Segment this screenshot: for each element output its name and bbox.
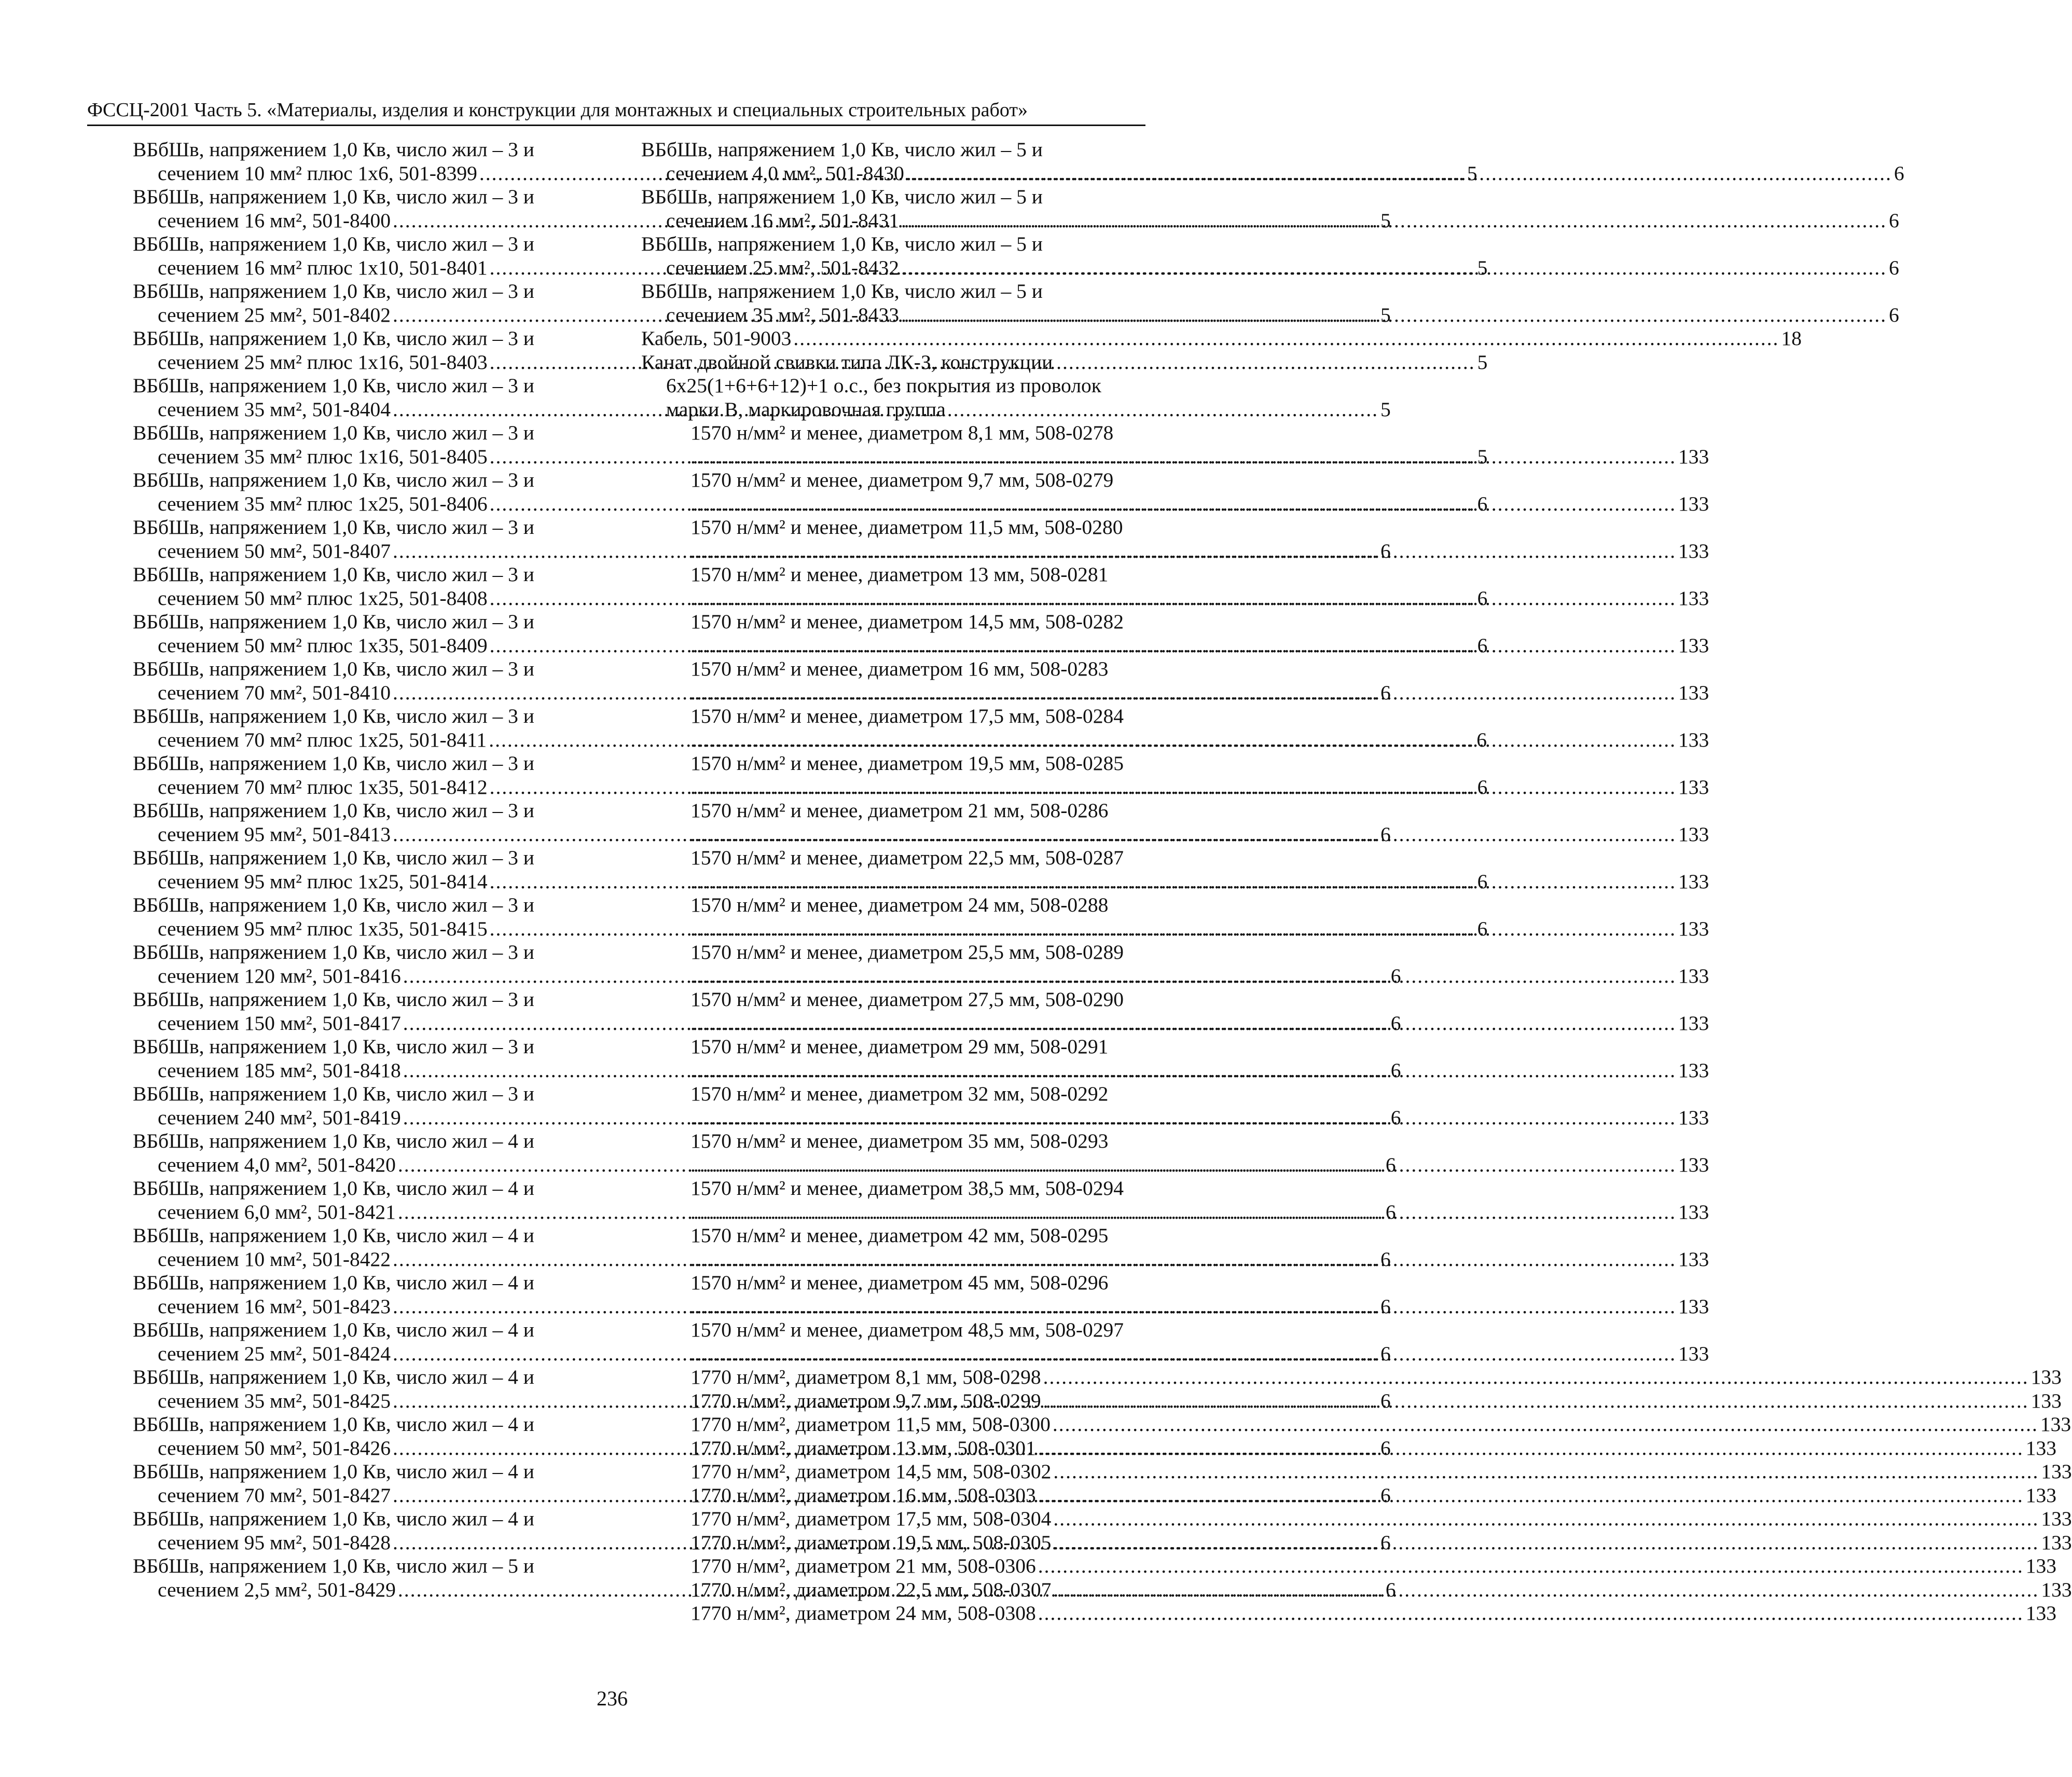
- page-ref: 5: [1477, 350, 1488, 374]
- page-ref: 6: [1477, 775, 1488, 798]
- kanat-subentry: [641, 1271, 1709, 1318]
- entry-page-line: [690, 964, 1709, 988]
- entry-text: сечением 95 мм² плюс 1х25, 501-8414: [158, 870, 488, 893]
- entry-heading-line: ВБбШв, напряжением 1,0 Кв, число жил – 3 и: [133, 469, 534, 491]
- entry-text: 1570 н/мм² и менее, диаметром 11,5 мм, 508-0280: [690, 516, 1123, 539]
- entry-detail-line: [133, 586, 1488, 611]
- page-ref: 5: [1477, 445, 1488, 468]
- leader-dots: [690, 445, 1676, 468]
- entry-heading-line-2: 6х25(1+6+6+12)+1 о.с., без покрытия из проволок: [666, 374, 1101, 397]
- entry-text: сечением 25 мм², 501-8402: [158, 303, 391, 326]
- entry-page-line: [690, 1011, 1709, 1036]
- entry-text: 1570 н/мм² и менее, диаметром 22,5 мм, 508-0287: [690, 846, 1124, 869]
- entry-text: 1570 н/мм² и менее, диаметром 24 мм, 508-0288: [690, 893, 1109, 916]
- leader-dots: [690, 917, 1676, 940]
- entry-heading-line: ВБбШв, напряжением 1,0 Кв, число жил – 3 и: [133, 941, 534, 963]
- leader-dots: [690, 1059, 1676, 1082]
- leader-dots: [906, 162, 1892, 186]
- entry-text: сечением 70 мм², 501-8410: [158, 681, 391, 704]
- page-ref: 6: [1380, 1247, 1391, 1271]
- index-entry: [641, 280, 1899, 327]
- page-ref: 133: [1678, 1058, 1709, 1082]
- entry-text: 1570 н/мм² и менее, диаметром 17,5 мм, 508-0284: [690, 705, 1124, 727]
- entry-heading-line: ВБбШв, напряжением 1,0 Кв, число жил – 5 и: [641, 138, 1043, 161]
- leader-dots: [690, 1342, 1676, 1365]
- page-ref: 6: [1380, 539, 1391, 562]
- leader-dots: [690, 1295, 1676, 1318]
- entry-detail-line: [133, 917, 1488, 941]
- entry-heading-line: ВБбШв, напряжением 1,0 Кв, число жил – 5 и: [641, 185, 1043, 208]
- page-ref: 133: [2030, 1389, 2062, 1412]
- entry-heading-line: ВБбШв, напряжением 1,0 Кв, число жил – 3 и: [133, 185, 534, 208]
- leader-dots: [1053, 1460, 2039, 1484]
- page-ref: 6: [1889, 256, 1899, 279]
- leader-dots: [690, 1248, 1676, 1271]
- page-ref: 133: [1678, 822, 1709, 846]
- entry-text: 1570 н/мм² и менее, диаметром 13 мм, 508-0281: [690, 563, 1109, 586]
- kanat-subentry: [641, 1389, 2062, 1413]
- entry-detail-line: [133, 681, 1391, 705]
- entry-detail-line: [133, 1247, 1391, 1272]
- page-ref: 6: [1380, 1436, 1391, 1459]
- page-ref: 5: [1467, 161, 1477, 185]
- leader-dots: [1038, 1484, 2024, 1508]
- entry-text: сечением 2,5 мм², 501-8429: [158, 1578, 396, 1601]
- entry-heading-line: ВБбШв, напряжением 1,0 Кв, число жил – 4 и: [133, 1318, 534, 1341]
- page-ref: 6: [1380, 1483, 1391, 1507]
- entry-heading-line: ВБбШв, напряжением 1,0 Кв, число жил – 3 и: [133, 893, 534, 916]
- page-ref: 133: [1678, 1342, 1709, 1365]
- entry-page-line: [690, 728, 1709, 752]
- entry-text: сечением 120 мм², 501-8416: [158, 964, 401, 987]
- entry-detail-line: [133, 1200, 1396, 1224]
- entry-text: сечением 240 мм², 501-8419: [158, 1106, 401, 1129]
- kanat-subentry: [641, 516, 1709, 563]
- page-ref: 6: [1889, 303, 1899, 326]
- entry-text: сечением 50 мм² плюс 1х25, 501-8408: [158, 586, 488, 610]
- entry-text: 1570 н/мм² и менее, диаметром 29 мм, 508-0291: [690, 1035, 1109, 1058]
- entry-detail-line: [133, 1058, 1401, 1083]
- entry-text: сечением 10 мм² плюс 1х6, 501-8399: [158, 161, 477, 185]
- entry-text: сечением 70 мм², 501-8427: [158, 1483, 391, 1507]
- entry-text: сечением 16 мм², 501-8400: [158, 209, 391, 232]
- entry-heading-line: ВБбШв, напряжением 1,0 Кв, число жил – 5 и: [641, 280, 1043, 302]
- page-ref: 18: [1781, 327, 1802, 350]
- entry-heading-line: ВБбШв, напряжением 1,0 Кв, число жил – 3 и: [133, 1035, 534, 1058]
- kanat-subentry: [641, 1602, 2057, 1626]
- entry-text: 1570 н/мм² и менее, диаметром 42 мм, 508-0295: [690, 1224, 1109, 1247]
- leader-dots: [690, 965, 1676, 987]
- kanat-subentry: [641, 1129, 1709, 1177]
- page-ref: 133: [1678, 964, 1709, 987]
- entry-text: 1570 н/мм² и менее, диаметром 35 мм, 508-0293: [690, 1129, 1109, 1152]
- entry-detail-line: [133, 492, 1488, 516]
- entry-text: 1570 н/мм² и менее, диаметром 38,5 мм, 508-0294: [690, 1177, 1124, 1200]
- entry-text: 1770 н/мм², диаметром 17,5 мм, 508-0304: [690, 1507, 1052, 1530]
- entry-heading-line: ВБбШв, напряжением 1,0 Кв, число жил – 3 и: [133, 752, 534, 775]
- entry-detail-line: [133, 1153, 1396, 1177]
- entry-detail-line: [133, 822, 1391, 847]
- page-ref: 133: [2041, 1460, 2072, 1483]
- leader-dots: [690, 1153, 1676, 1176]
- page-ref: 6: [1385, 1200, 1396, 1223]
- kanat-subentry: [641, 799, 1709, 846]
- kanat-subentry: [641, 941, 1709, 988]
- entry-detail-line: [641, 303, 1899, 327]
- page-ref: 6: [1380, 681, 1391, 704]
- page-ref: 133: [1678, 681, 1709, 704]
- entry-page-line: [690, 1200, 1709, 1224]
- leader-dots: [1038, 1602, 2024, 1626]
- page-ref: 6: [1380, 1294, 1391, 1318]
- leader-dots: [901, 209, 1887, 233]
- kanat-subentry: [641, 1318, 1709, 1366]
- page-ref: 6: [1390, 1011, 1401, 1035]
- entry-detail-line: [133, 633, 1488, 658]
- page-ref: 6: [1477, 492, 1488, 515]
- entry-text: сечением 95 мм² плюс 1х35, 501-8415: [158, 917, 488, 940]
- leader-dots: [1053, 1507, 2039, 1531]
- entry-text: сечением 25 мм², 501-8432: [666, 256, 900, 279]
- kanat-1570-list: [641, 421, 1709, 1366]
- kanat-subentry: [641, 1082, 1709, 1129]
- entry-detail-line: [133, 775, 1488, 800]
- entry-text: 1570 н/мм² и менее, диаметром 19,5 мм, 508-0285: [690, 752, 1124, 775]
- entry-page-line: [690, 492, 1709, 516]
- entry-text: сечением 10 мм², 501-8422: [158, 1247, 391, 1271]
- kanat-subentry: [641, 1224, 1709, 1271]
- entry-page-line: [690, 822, 1709, 847]
- page-ref: 133: [1678, 492, 1709, 515]
- entry-page-line: [690, 681, 1709, 705]
- entry-text: сечением 185 мм², 501-8418: [158, 1058, 401, 1082]
- entry-text: 1770 н/мм², диаметром 16 мм, 508-0303: [690, 1483, 1036, 1507]
- entry-detail-line: [133, 1342, 1391, 1366]
- page-ref: 6: [1477, 586, 1488, 610]
- page-ref: 133: [2025, 1602, 2057, 1624]
- entry-heading-line: ВБбШв, напряжением 1,0 Кв, число жил – 4 и: [133, 1366, 534, 1388]
- page-ref: 6: [1390, 1106, 1401, 1129]
- entry-page-line: [690, 870, 1709, 894]
- page-ref: 133: [1678, 1294, 1709, 1318]
- index-column-right: [641, 138, 2072, 1626]
- entry-text: 1570 н/мм² и менее, диаметром 27,5 мм, 508-0290: [690, 988, 1124, 1011]
- page-ref: 133: [2025, 1483, 2057, 1507]
- entry-heading-line: ВБбШв, напряжением 1,0 Кв, число жил – 4 и: [133, 1507, 534, 1530]
- entry-text: сечением 4,0 мм², 501-8420: [158, 1153, 396, 1176]
- entry-detail-line: [133, 964, 1401, 988]
- kanat-subentry: [641, 1413, 2071, 1437]
- kanat-subentry: [641, 893, 1709, 941]
- leader-dots: [1038, 1437, 2024, 1461]
- entry-text: сечением 16 мм², 501-8423: [158, 1294, 391, 1318]
- kanat-subentry: [641, 1531, 2072, 1555]
- page-ref: 133: [2030, 1366, 2062, 1388]
- page-ref: 6: [1390, 1058, 1401, 1082]
- page-ref: 133: [2041, 1531, 2072, 1554]
- page-ref: 133: [1678, 1011, 1709, 1035]
- kanat-subentry: [641, 421, 1709, 469]
- index-entry: [641, 138, 1904, 185]
- page-ref: 6: [1380, 1531, 1391, 1554]
- page-ref: 6: [1889, 209, 1899, 232]
- page-ref: 133: [2041, 1578, 2072, 1601]
- entry-heading-line: ВБбШв, напряжением 1,0 Кв, число жил – 3 и: [133, 610, 534, 633]
- entry-heading-line: ВБбШв, напряжением 1,0 Кв, число жил – 3 и: [133, 138, 534, 161]
- kanat-subentry: [641, 1483, 2057, 1508]
- page-ref: 6: [1477, 633, 1488, 657]
- entry-heading-line: ВБбШв, напряжением 1,0 Кв, число жил – 3 и: [133, 327, 534, 350]
- kanat-subentry: [641, 1460, 2072, 1484]
- entry-heading-line: ВБбШв, напряжением 1,0 Кв, число жил – 4 и: [133, 1271, 534, 1294]
- leader-dots: [901, 304, 1887, 327]
- leader-dots: [690, 540, 1676, 562]
- entry-page-line: [690, 775, 1709, 800]
- leader-dots: [690, 587, 1676, 610]
- leader-dots: [690, 634, 1676, 657]
- entry-heading-line-1: Канат двойной свивки типа ЛК-З, конструкции: [641, 350, 1053, 374]
- entry-heading-line: ВБбШв, напряжением 1,0 Кв, число жил – 4 и: [133, 1177, 534, 1200]
- entry-page-line: [690, 445, 1709, 469]
- entry-text: сечением 95 мм², 501-8413: [158, 822, 391, 846]
- page-ref: 133: [2025, 1554, 2057, 1577]
- page-ref: 133: [1678, 775, 1709, 798]
- entry-heading-line: ВБбШв, напряжением 1,0 Кв, число жил – 3 и: [133, 280, 534, 302]
- entry-heading-line: ВБбШв, напряжением 1,0 Кв, число жил – 3 и: [133, 232, 534, 255]
- entry-text: сечением 70 мм² плюс 1х35, 501-8412: [158, 775, 488, 798]
- entry-page-line: [690, 1106, 1709, 1130]
- leader-dots: [793, 327, 1779, 351]
- entry-heading-line: ВБбШв, напряжением 1,0 Кв, число жил – 3 и: [133, 563, 534, 586]
- entry-page-line: [690, 1058, 1709, 1083]
- entry-text: 1570 н/мм² и менее, диаметром 14,5 мм, 508-0282: [690, 610, 1124, 633]
- entry-text: сечением 6,0 мм², 501-8421: [158, 1200, 396, 1223]
- entry-text: 1770 н/мм², диаметром 19,5 мм, 508-0305: [690, 1531, 1052, 1554]
- leader-dots: [690, 1201, 1676, 1223]
- entry-heading-line: ВБбШв, напряжением 1,0 Кв, число жил – 5 и: [133, 1554, 534, 1577]
- entry-text: 1570 н/мм² и менее, диаметром 32 мм, 508-0292: [690, 1082, 1109, 1105]
- entry-text: сечением 50 мм², 501-8426: [158, 1436, 391, 1459]
- kanat-subentry: [641, 1436, 2057, 1461]
- page-number: 236: [597, 1687, 628, 1710]
- entry-detail-line: [641, 209, 1899, 233]
- leader-dots: [1043, 1366, 2029, 1389]
- kanat-subentry: [641, 1578, 2072, 1602]
- entry-page-line: [690, 1294, 1709, 1319]
- page-ref: 133: [1678, 586, 1709, 610]
- entry-heading-line: ВБбШв, напряжением 1,0 Кв, число жил – 3 и: [133, 657, 534, 680]
- page-ref: 5: [1380, 209, 1391, 232]
- entry-text: 1570 н/мм² и менее, диаметром 9,7 мм, 508-0279: [690, 469, 1114, 491]
- leader-dots: [1053, 1531, 2039, 1555]
- page-ref: 6: [1476, 728, 1487, 751]
- kanat-subentry: [641, 705, 1709, 752]
- entry-text: сечением 35 мм² плюс 1х16, 501-8405: [158, 445, 488, 468]
- page-ref: 133: [1678, 1106, 1709, 1129]
- kanat-subentry: [641, 1177, 1709, 1224]
- right-cable-entries: [641, 138, 1904, 327]
- page-ref: 133: [1678, 633, 1709, 657]
- entry-page-line: [690, 539, 1709, 563]
- page-ref: 133: [1678, 917, 1709, 940]
- entry-text: 1770 н/мм², диаметром 21 мм, 508-0306: [690, 1554, 1036, 1577]
- leader-dots: [690, 1106, 1676, 1129]
- entry-text: Кабель, 501-9003: [641, 327, 792, 350]
- kanat-1770-list: [641, 1366, 2072, 1626]
- kanat-subentry: [641, 610, 1709, 657]
- entry-detail-line: [641, 256, 1899, 280]
- entry-text: сечением 70 мм² плюс 1х25, 501-8411: [158, 728, 487, 751]
- entry-heading-line: ВБбШв, напряжением 1,0 Кв, число жил – 4 и: [133, 1129, 534, 1152]
- entry-text: 1570 н/мм² и менее, диаметром 45 мм, 508-0296: [690, 1271, 1109, 1294]
- entry-text: 1570 н/мм² и менее, диаметром 8,1 мм, 508-0278: [690, 421, 1114, 444]
- entry-text: 1570 н/мм² и менее, диаметром 48,5 мм, 508-0297: [690, 1318, 1124, 1341]
- entry-text: 1770 н/мм², диаметром 11,5 мм, 508-0300: [690, 1413, 1051, 1436]
- leader-dots: [690, 1012, 1676, 1035]
- entry-text: сечением 4,0 мм², 501-8430: [666, 161, 904, 185]
- index-entry: [641, 232, 1899, 280]
- page-ref: 6: [1390, 964, 1401, 987]
- kanat-subentry: [641, 657, 1709, 705]
- kanat-subentry: [641, 1554, 2057, 1578]
- entry-text: сечением 50 мм², 501-8407: [158, 539, 391, 562]
- entry-text: 1570 н/мм² и менее, диаметром 21 мм, 508-0286: [690, 799, 1109, 822]
- entry-text: 1770 н/мм², диаметром 13 мм, 508-0301: [690, 1436, 1036, 1459]
- page-ref: 133: [1678, 870, 1709, 893]
- entry-text: сечением 35 мм², 501-8433: [666, 303, 900, 326]
- page-ref: 133: [1678, 539, 1709, 562]
- entry-text: сечением 95 мм², 501-8428: [158, 1531, 391, 1554]
- entry-detail-line: [133, 1011, 1401, 1036]
- entry-text: 1770 н/мм², диаметром 14,5 мм, 508-0302: [690, 1460, 1052, 1483]
- entry-detail-line: [133, 728, 1487, 752]
- leader-dots: [1043, 1389, 2029, 1413]
- entry-heading-line: ВБбШв, напряжением 1,0 Кв, число жил – 3 и: [133, 705, 534, 727]
- entry-text: сечением 35 мм² плюс 1х25, 501-8406: [158, 492, 488, 515]
- entry-heading-line: ВБбШв, напряжением 1,0 Кв, число жил – 3 и: [133, 846, 534, 869]
- page-ref: 133: [2040, 1413, 2071, 1436]
- kanat-subentry: [641, 1035, 1709, 1082]
- entry-detail-line: [133, 445, 1488, 469]
- entry-heading-line: ВБбШв, напряжением 1,0 Кв, число жил – 4 и: [133, 1460, 534, 1483]
- page-ref: 133: [1678, 1247, 1709, 1271]
- leader-dots: [690, 870, 1676, 893]
- leader-dots: [901, 256, 1887, 280]
- entry-text: 1770 н/мм², диаметром 22,5 мм, 508-0307: [690, 1578, 1052, 1601]
- entry-detail-line: [133, 870, 1488, 894]
- page-ref: 133: [2041, 1507, 2072, 1530]
- index-entry-kanat: [641, 350, 2072, 1626]
- entry-heading-line: ВБбШв, напряжением 1,0 Кв, число жил – 3 и: [133, 516, 534, 539]
- entry-heading-line: ВБбШв, напряжением 1,0 Кв, число жил – 3 и: [133, 421, 534, 444]
- entry-text: сечением 25 мм² плюс 1х16, 501-8403: [158, 350, 488, 374]
- entry-page-line: [690, 1247, 1709, 1272]
- entry-heading-line: ВБбШв, напряжением 1,0 Кв, число жил – 3 и: [133, 374, 534, 397]
- page-ref: 5: [1380, 303, 1391, 326]
- index-entry-cable: [641, 327, 1802, 351]
- entry-page-line: [690, 1153, 1709, 1177]
- leader-dots: [690, 823, 1676, 846]
- entry-text: сечением 35 мм², 501-8425: [158, 1389, 391, 1412]
- leader-dots: [690, 681, 1676, 704]
- page-ref: 6: [1385, 1578, 1396, 1601]
- kanat-subentry: [641, 752, 1709, 799]
- entry-detail-line: [133, 1294, 1391, 1319]
- kanat-subentry: [641, 988, 1709, 1035]
- leader-dots: [1038, 1554, 2024, 1578]
- entry-text: сечением 25 мм², 501-8424: [158, 1342, 391, 1365]
- leader-dots: [690, 492, 1676, 515]
- leader-dots: [1053, 1413, 2038, 1437]
- entry-page-line: [690, 586, 1709, 611]
- entry-text: сечением 150 мм², 501-8417: [158, 1011, 401, 1035]
- entry-text: 1570 н/мм² и менее, диаметром 16 мм, 508-0283: [690, 657, 1109, 680]
- index-entry: [641, 185, 1899, 232]
- entry-heading-line: ВБбШв, напряжением 1,0 Кв, число жил – 3 и: [133, 1082, 534, 1105]
- page-ref: 133: [1678, 1200, 1709, 1223]
- entry-page-line: [690, 1342, 1709, 1366]
- entry-page-line: [690, 917, 1709, 941]
- page-ref: 6: [1385, 1153, 1396, 1176]
- entry-heading-line: ВБбШв, напряжением 1,0 Кв, число жил – 4 и: [133, 1224, 534, 1247]
- page-ref: 6: [1380, 822, 1391, 846]
- entry-text: сечением 16 мм², 501-8431: [666, 209, 900, 232]
- page-ref: 133: [2025, 1436, 2057, 1459]
- entry-text: сечением 50 мм² плюс 1х35, 501-8409: [158, 633, 488, 657]
- page-ref: 6: [1380, 1342, 1391, 1365]
- entry-page-line: [690, 633, 1709, 658]
- entry-heading-line-3: марки В, маркировочная группа: [666, 397, 946, 421]
- page-ref: 6: [1477, 917, 1488, 940]
- page-ref: 6: [1894, 161, 1904, 185]
- entry-heading-line: ВБбШв, напряжением 1,0 Кв, число жил – 4 и: [133, 1413, 534, 1436]
- leader-dots: [1053, 1578, 2039, 1602]
- entry-heading-line: ВБбШв, напряжением 1,0 Кв, число жил – 3 и: [133, 799, 534, 822]
- page-ref: 5: [1380, 397, 1391, 421]
- entry-text: 1770 н/мм², диаметром 9,7 мм, 508-0299: [690, 1389, 1041, 1412]
- kanat-subentry: [641, 563, 1709, 610]
- page-ref: 133: [1678, 1153, 1709, 1176]
- entry-heading-line: ВБбШв, напряжением 1,0 Кв, число жил – 3 и: [133, 988, 534, 1011]
- kanat-subentry: [641, 846, 1709, 893]
- running-header: ФССЦ-2001 Часть 5. «Материалы, изделия и конструкции для монтажных и специальных строительных работ»: [87, 99, 1028, 121]
- page-ref: 6: [1380, 1389, 1391, 1412]
- entry-heading-line: ВБбШв, напряжением 1,0 Кв, число жил – 5 и: [641, 232, 1043, 255]
- entry-text: 1770 н/мм², диаметром 8,1 мм, 508-0298: [690, 1366, 1041, 1388]
- page-ref: 5: [1477, 256, 1488, 279]
- leader-dots: [690, 776, 1676, 798]
- page-ref: 6: [1477, 870, 1488, 893]
- header-rule: [87, 125, 1145, 126]
- kanat-subentry: [641, 1366, 2062, 1389]
- entry-detail-line: [641, 161, 1904, 186]
- entry-text: сечением 35 мм², 501-8404: [158, 397, 391, 421]
- page-ref: 133: [1678, 445, 1709, 468]
- entry-text: 1770 н/мм², диаметром 24 мм, 508-0308: [690, 1602, 1036, 1624]
- kanat-subentry: [641, 1507, 2072, 1531]
- kanat-subentry: [641, 469, 1709, 516]
- page-ref: 133: [1678, 728, 1709, 751]
- entry-detail-line: [133, 1106, 1401, 1130]
- entry-text: 1570 н/мм² и менее, диаметром 25,5 мм, 508-0289: [690, 941, 1124, 963]
- leader-dots: [690, 728, 1676, 751]
- entry-text: сечением 16 мм² плюс 1х10, 501-8401: [158, 256, 488, 279]
- entry-detail-line: [133, 539, 1391, 563]
